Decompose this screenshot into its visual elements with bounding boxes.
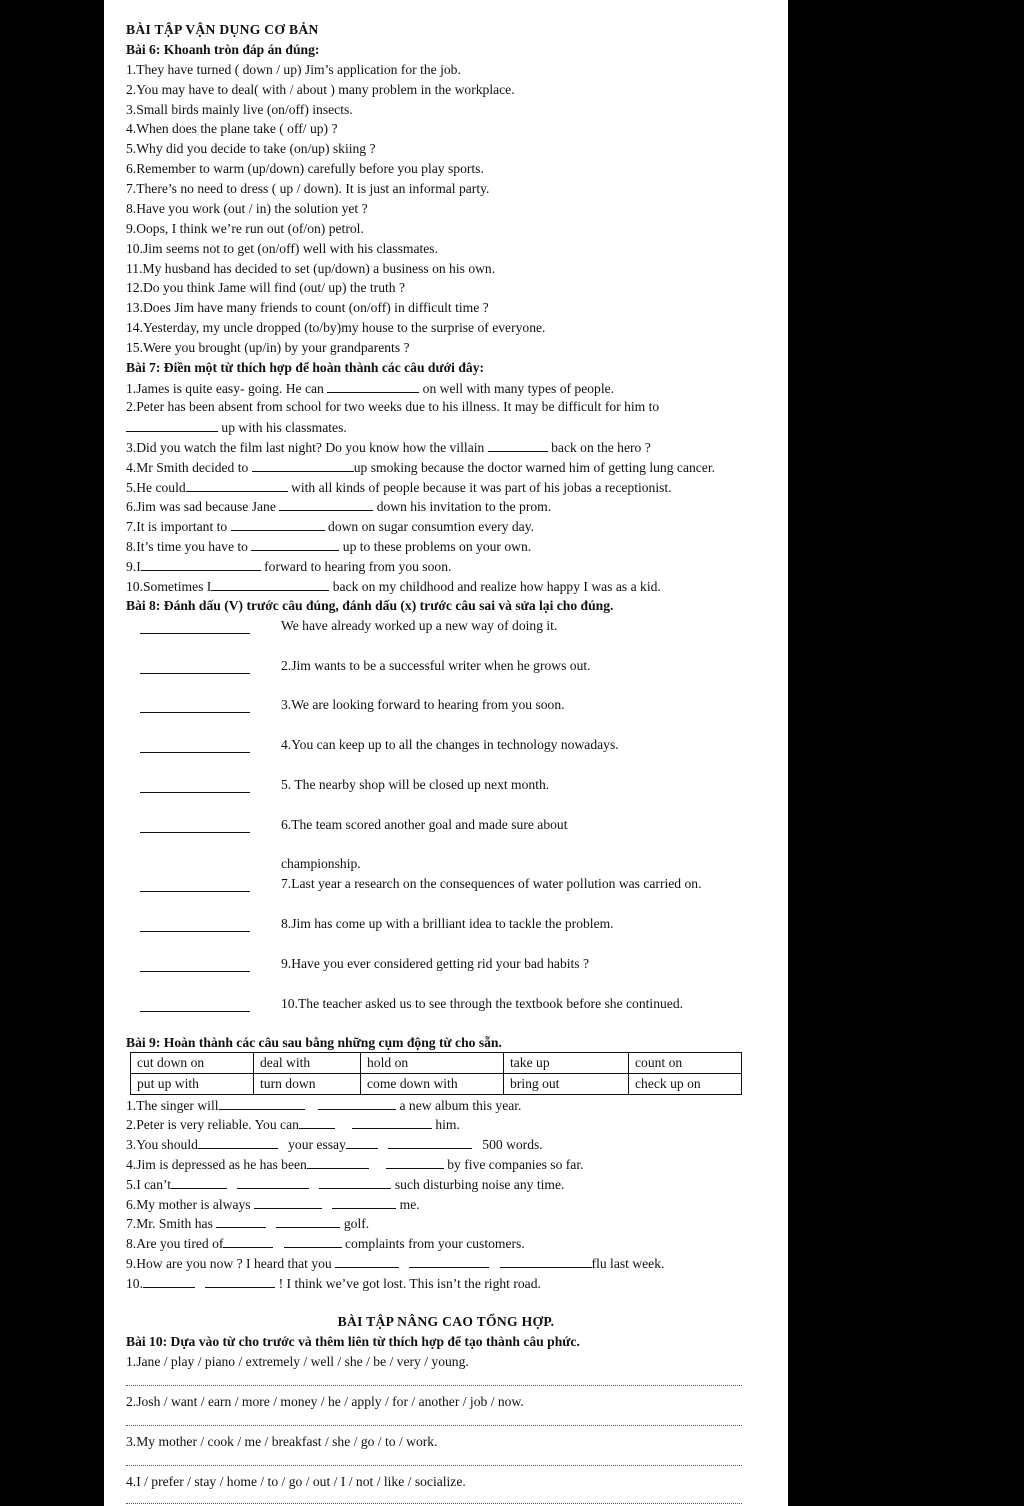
answer-blank[interactable] (335, 1254, 399, 1268)
mark-blank[interactable] (140, 832, 250, 833)
exercise-6-heading: Bài 6: Khoanh tròn đáp án đúng: (126, 42, 320, 57)
answer-blank[interactable] (254, 1195, 322, 1209)
ex8-item: 5. The nearby shop will be closed up next month. (281, 777, 550, 792)
ex8-item: 8.Jim has come up with a brilliant idea to tackle the problem. (281, 916, 614, 931)
answer-blank[interactable] (276, 1214, 340, 1228)
mark-blank[interactable] (140, 891, 250, 892)
table-cell: check up on (629, 1074, 742, 1095)
ex6-item: 13.Does Jim have many friends to count (on/off) in difficult time ? (126, 300, 489, 315)
answer-blank[interactable] (319, 1175, 391, 1189)
section-title-advanced: BÀI TẬP NÂNG CAO TỔNG HỢP. (337, 1314, 555, 1329)
ex8-item: 10.The teacher asked us to see through the textbook before she continued. (281, 996, 684, 1011)
answer-blank[interactable] (211, 577, 329, 591)
ex8-item: 4.You can keep up to all the changes in technology nowadays. (281, 737, 619, 752)
ex10-item: 4.I / prefer / stay / home / to / go / out / I / not / like / socialize. (126, 1474, 466, 1489)
ex7-item: 5.He could with all kinds of people because it was part of his jobas a receptionist. (126, 480, 672, 495)
ex7-item: 2.Peter has been absent from school for two weeks due to his illness. It may be difficult for him to (126, 399, 660, 414)
answer-blank[interactable] (299, 1115, 335, 1129)
answer-blank[interactable] (388, 1135, 472, 1149)
ex7-item: 4.Mr Smith decided to up smoking because the doctor warned him of getting lung cancer. (126, 460, 716, 475)
ex8-item: 7.Last year a research on the consequences of water pollution was carried on. (281, 876, 702, 891)
answer-blank[interactable] (409, 1254, 489, 1268)
ex7-item: 8.It’s time you have to up to these problems on your own. (126, 539, 532, 554)
answer-blank[interactable] (500, 1254, 592, 1268)
mark-blank[interactable] (140, 633, 250, 634)
mark-blank[interactable] (140, 971, 250, 972)
ex10-item: 3.My mother / cook / me / breakfast / she / go / to / work. (126, 1434, 438, 1449)
ex9-item: 2.Peter is very reliable. You can him. (126, 1117, 460, 1132)
answer-line[interactable] (126, 1425, 742, 1426)
answer-blank[interactable] (386, 1155, 444, 1169)
mark-blank[interactable] (140, 752, 250, 753)
ex6-item: 2.You may have to deal( with / about ) many problem in the workplace. (126, 82, 515, 97)
mark-blank[interactable] (140, 673, 250, 674)
ex8-item: 3.We are looking forward to hearing from you soon. (281, 697, 565, 712)
ex6-item: 10.Jim seems not to get (on/off) well with his classmates. (126, 241, 438, 256)
table-cell: cut down on (131, 1053, 254, 1074)
section-title: BÀI TẬP VẬN DỤNG CƠ BẢN (126, 22, 319, 37)
answer-line[interactable] (126, 1385, 742, 1386)
answer-blank[interactable] (205, 1274, 275, 1288)
ex8-item: 2.Jim wants to be a successful writer when he grows out. (281, 658, 591, 673)
ex6-item: 3.Small birds mainly live (on/off) insects. (126, 102, 353, 117)
answer-blank[interactable] (279, 497, 373, 511)
answer-blank[interactable] (332, 1195, 396, 1209)
mark-blank[interactable] (140, 931, 250, 932)
answer-blank[interactable] (327, 379, 419, 393)
ex9-item: 6.My mother is always me. (126, 1197, 420, 1212)
table-cell: put up with (131, 1074, 254, 1095)
answer-blank[interactable] (198, 1135, 278, 1149)
table-cell: count on (629, 1053, 742, 1074)
worksheet-page (104, 0, 788, 1506)
ex6-item: 7.There’s no need to dress ( up / down). It is just an informal party. (126, 181, 490, 196)
ex10-item: 2.Josh / want / earn / more / money / he / apply / for / another / job / now. (126, 1394, 524, 1409)
ex6-item: 5.Why did you decide to take (on/up) skiing ? (126, 141, 376, 156)
ex6-item: 4.When does the plane take ( off/ up) ? (126, 121, 338, 136)
ex7-item: up with his classmates. (126, 418, 347, 437)
answer-blank[interactable] (488, 438, 548, 452)
ex6-item: 9.Oops, I think we’re run out (of/on) petrol. (126, 221, 364, 236)
answer-blank[interactable] (223, 1234, 273, 1248)
table-cell: come down with (361, 1074, 504, 1095)
ex7-item: 7.It is important to down on sugar consumtion every day. (126, 519, 535, 534)
answer-blank[interactable] (141, 557, 261, 571)
ex7-item: 6.Jim was sad because Jane down his invitation to the prom. (126, 499, 552, 514)
ex9-item: 5.I can’t such disturbing noise any time. (126, 1177, 565, 1192)
table-cell: hold on (361, 1053, 504, 1074)
answer-blank[interactable] (219, 1096, 305, 1110)
table-cell: take up (504, 1053, 629, 1074)
table-row (131, 1074, 742, 1095)
exercise-10-heading: Bài 10: Dựa vào từ cho trước và thêm liên từ thích hợp để tạo thành câu phức. (126, 1334, 580, 1349)
mark-blank[interactable] (140, 792, 250, 793)
mark-blank[interactable] (140, 712, 250, 713)
answer-blank[interactable] (251, 537, 339, 551)
answer-blank[interactable] (231, 517, 325, 531)
ex9-item: 10. ! I think we’ve got lost. This isn’t the right road. (126, 1276, 541, 1291)
answer-blank[interactable] (352, 1115, 432, 1129)
answer-blank[interactable] (126, 418, 218, 432)
ex6-item: 6.Remember to warm (up/down) carefully before you play sports. (126, 161, 484, 176)
ex9-item: 7.Mr. Smith has golf. (126, 1216, 370, 1231)
table-cell: turn down (254, 1074, 361, 1095)
answer-blank[interactable] (143, 1274, 195, 1288)
ex6-item: 11.My husband has decided to set (up/down) a business on his own. (126, 261, 496, 276)
answer-blank[interactable] (186, 478, 288, 492)
ex8-item-continuation: championship. (281, 856, 361, 871)
ex9-item: 3.You should your essay 500 words. (126, 1137, 543, 1152)
mark-blank[interactable] (140, 1011, 250, 1012)
answer-line[interactable] (126, 1503, 742, 1504)
phrasal-verb-table (130, 1052, 742, 1095)
answer-blank[interactable] (284, 1234, 342, 1248)
table-cell: bring out (504, 1074, 629, 1095)
ex7-item: 9.I forward to hearing from you soon. (126, 559, 452, 574)
exercise-7-heading: Bài 7: Điền một từ thích hợp để hoàn thành các câu dưới đây: (126, 360, 485, 375)
ex9-item: 8.Are you tired of complaints from your customers. (126, 1236, 525, 1251)
ex9-item: 1.The singer will a new album this year. (126, 1098, 522, 1113)
ex6-item: 8.Have you work (out / in) the solution yet ? (126, 201, 368, 216)
exercise-9-heading: Bài 9: Hoàn thành các câu sau bằng những cụm động từ cho sẵn. (126, 1035, 502, 1050)
ex9-item: 9.How are you now ? I heard that you flu last week. (126, 1256, 665, 1271)
table-cell: deal with (254, 1053, 361, 1074)
exercise-8-heading: Bài 8: Đánh dấu (V) trước câu đúng, đánh dấu (x) trước câu sai và sửa lại cho đúng. (126, 598, 614, 613)
answer-blank[interactable] (216, 1214, 266, 1228)
ex6-item: 14.Yesterday, my uncle dropped (to/by)my house to the surprise of everyone. (126, 320, 546, 335)
answer-blank[interactable] (307, 1155, 369, 1169)
ex7-item: 10.Sometimes I back on my childhood and realize how happy I was as a kid. (126, 579, 661, 594)
answer-blank[interactable] (171, 1175, 227, 1189)
ex6-item: 15.Were you brought (up/in) by your grandparents ? (126, 340, 410, 355)
answer-blank[interactable] (237, 1175, 309, 1189)
table-row (131, 1053, 742, 1074)
answer-blank[interactable] (252, 458, 354, 472)
ex6-item: 1.They have turned ( down / up) Jim’s application for the job. (126, 62, 461, 77)
ex7-item: 3.Did you watch the film last night? Do you know how the villain back on the hero ? (126, 440, 651, 455)
answer-line[interactable] (126, 1465, 742, 1466)
ex6-item: 12.Do you think Jame will find (out/ up) the truth ? (126, 280, 406, 295)
answer-blank[interactable] (346, 1135, 378, 1149)
ex8-item: 9.Have you ever considered getting rid your bad habits ? (281, 956, 590, 971)
ex7-item: 1.James is quite easy- going. He can on well with many types of people. (126, 381, 615, 396)
answer-blank[interactable] (318, 1096, 396, 1110)
ex9-item: 4.Jim is depressed as he has been by five companies so far. (126, 1157, 584, 1172)
ex8-item: 6.The team scored another goal and made sure about (281, 817, 568, 832)
ex8-item: We have already worked up a new way of doing it. (281, 618, 558, 633)
ex10-item: 1.Jane / play / piano / extremely / well / she / be / very / young. (126, 1354, 469, 1369)
